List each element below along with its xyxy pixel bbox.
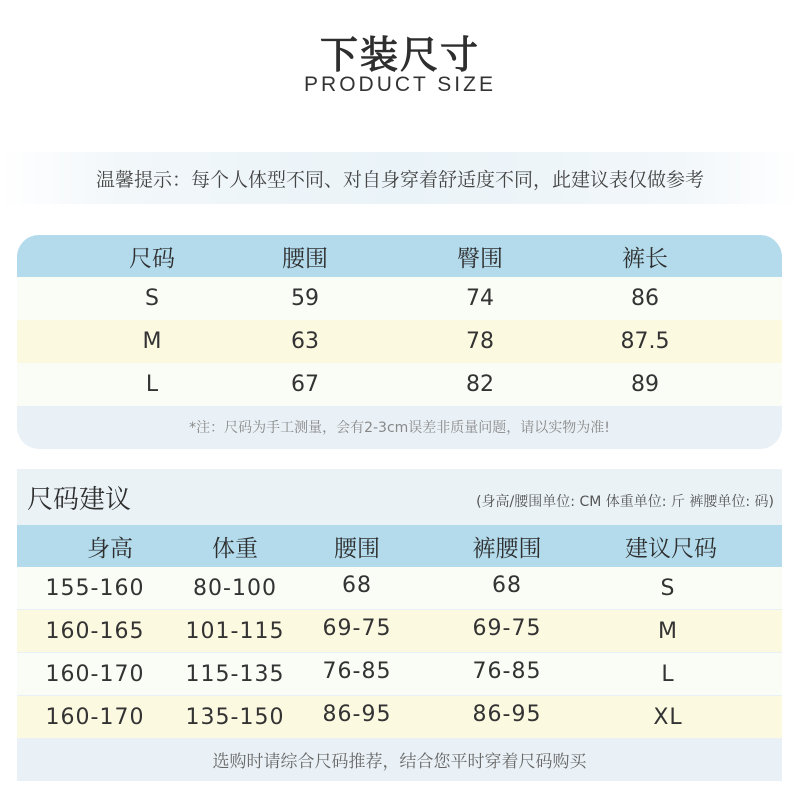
height-cell: 160-165 xyxy=(45,618,145,644)
table-row xyxy=(17,277,782,320)
table-row xyxy=(17,610,782,652)
weight-col-header: 体重 xyxy=(212,535,258,562)
suggested-size-cell: XL xyxy=(653,704,683,730)
pant-waist-cell: 76-85 xyxy=(472,658,542,684)
height-col-header: 身高 xyxy=(87,535,133,562)
height-cell: 160-170 xyxy=(45,661,145,687)
suggested-size-col-header: 建议尺码 xyxy=(625,535,717,562)
waist-cell: 68 xyxy=(342,572,372,598)
waist-cell: 59 xyxy=(291,286,319,311)
suggested-size-cell: S xyxy=(660,575,676,601)
size-table xyxy=(17,235,782,449)
height-cell: 160-170 xyxy=(45,704,145,730)
recommend-table xyxy=(17,525,782,781)
recommend-title-band xyxy=(17,469,782,525)
pant-waist-col-header: 裤腰围 xyxy=(472,535,542,562)
table-row xyxy=(17,696,782,738)
page-title: 下装尺寸 xyxy=(319,33,480,77)
suggested-size-cell: L xyxy=(661,661,675,687)
length-col-header: 裤长 xyxy=(622,245,668,272)
recommend-title: 尺码建议 xyxy=(27,485,132,515)
length-cell: 87.5 xyxy=(620,329,670,354)
size-table-header xyxy=(17,235,782,277)
pant-waist-cell: 68 xyxy=(492,572,522,598)
measurement-note: *注：尺码为手工测量，会有2-3cm误差非质量问题，请以实物为准! xyxy=(189,420,610,436)
height-cell: 155-160 xyxy=(45,575,145,601)
waist-col-header: 腰围 xyxy=(282,245,328,272)
length-cell: 86 xyxy=(631,286,659,311)
pant-waist-cell: 69-75 xyxy=(472,615,542,641)
hip-col-header: 臀围 xyxy=(457,245,503,272)
waist-cell: 86-95 xyxy=(322,701,392,727)
weight-cell: 115-135 xyxy=(185,661,285,687)
waist-cell: 63 xyxy=(291,329,319,354)
weight-cell: 80-100 xyxy=(193,575,277,601)
size-cell: M xyxy=(142,329,162,354)
waist-cell: 76-85 xyxy=(322,658,392,684)
weight-cell: 101-115 xyxy=(185,618,285,644)
size-col-header: 尺码 xyxy=(129,245,175,272)
recommend-table-header xyxy=(17,525,782,567)
suggested-size-cell: M xyxy=(658,618,678,644)
size-cell: L xyxy=(145,372,159,397)
purchase-advice: 选购时请综合尺码推荐，结合您平时穿着尺码购买 xyxy=(212,752,587,772)
tip-banner xyxy=(0,152,800,204)
hip-cell: 78 xyxy=(466,329,494,354)
weight-cell: 135-150 xyxy=(185,704,285,730)
page-subtitle: PRODUCT SIZE xyxy=(304,73,496,96)
recommend-units: (身高/腰围单位: CM 体重单位: 斤 裤腰单位: 码) xyxy=(476,494,774,510)
waist-cell: 69-75 xyxy=(322,615,392,641)
hip-cell: 82 xyxy=(466,372,494,397)
waist-col-header: 腰围 xyxy=(334,535,380,562)
tip-text: 温馨提示：每个人体型不同、对自身穿着舒适度不同，此建议表仅做参考 xyxy=(95,168,704,191)
table-row xyxy=(17,363,782,406)
table-row xyxy=(17,653,782,695)
waist-cell: 67 xyxy=(291,372,319,397)
length-cell: 89 xyxy=(631,372,659,397)
pant-waist-cell: 86-95 xyxy=(472,701,542,727)
table-row xyxy=(17,567,782,609)
size-cell: S xyxy=(145,286,159,311)
table-row xyxy=(17,320,782,363)
hip-cell: 74 xyxy=(466,286,494,311)
